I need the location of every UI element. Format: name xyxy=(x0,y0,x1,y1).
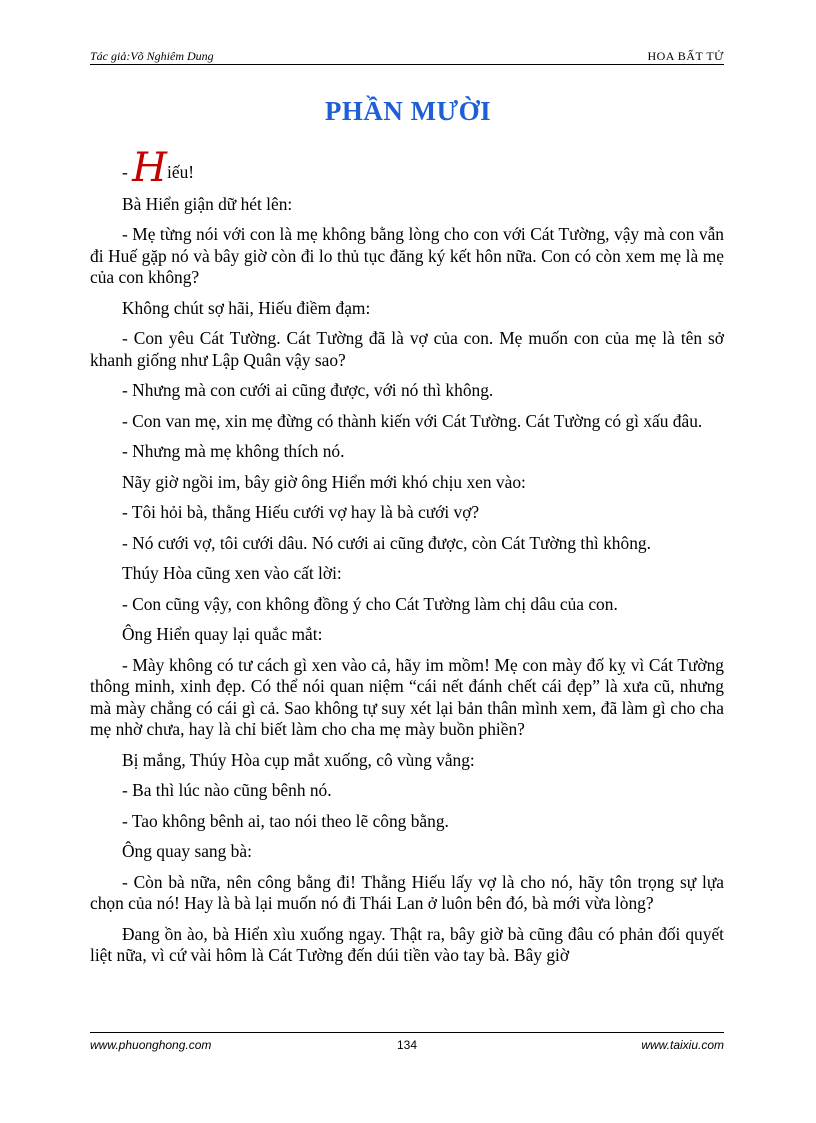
paragraph: - Con cũng vậy, con không đồng ý cho Cát Tường làm chị dâu của con. xyxy=(122,593,618,614)
page-footer xyxy=(90,1032,724,1053)
book-title: HOA BẤT TỬ xyxy=(647,49,724,63)
drop-cap: H xyxy=(132,145,168,191)
paragraph: - Còn bà nữa, nên công bằng đi! Thằng Hiếu lấy vợ là cho nó, hãy tôn trọng sự lựa chọn của nó! Hay là bà lại muốn nó đi Thái Lan ở luôn bên đó, bà mới vừa lòng? xyxy=(90,871,724,913)
paragraph: Nãy giờ ngồi im, bây giờ ông Hiển mới khó chịu xen vào: xyxy=(122,471,526,492)
chapter-title: PHẦN MƯỜI xyxy=(324,96,492,126)
paragraph: - Tao không bênh ai, tao nói theo lẽ công bằng. xyxy=(122,810,449,831)
paragraph: Đang ồn ào, bà Hiển xìu xuống ngay. Thật ra, bây giờ bà cũng đâu có phản đối quyết liệt nữa, vì cứ vài hôm là Cát Tường đến dúi tiền vào tay bà. Bây giờ xyxy=(90,923,724,965)
paragraph: - Tôi hỏi bà, thằng Hiếu cưới vợ hay là bà cưới vợ? xyxy=(122,502,480,522)
opening-dash: - xyxy=(122,162,133,182)
footer-website-left: www.phuonghong.com xyxy=(90,1038,212,1052)
paragraph: Bà Hiển giận dữ hét lên: xyxy=(122,193,293,214)
paragraph: - Mẹ từng nói với con là mẹ không bằng lòng cho con với Cát Tường, vậy mà con vẫn đi Huế gặp nó và bây giờ còn đi lo thủ tục đăng ký kết hôn nữa. Con có còn xem mẹ là mẹ của con không? xyxy=(90,224,724,287)
paragraph: Bị mắng, Thúy Hòa cụp mắt xuống, cô vùng vằng: xyxy=(122,749,475,770)
paragraph: - Con van mẹ, xin mẹ đừng có thành kiến với Cát Tường. Cát Tường có gì xấu đâu. xyxy=(122,410,703,431)
paragraph: - Con yêu Cát Tường. Cát Tường đã là vợ của con. Mẹ muốn con của mẹ là tên sở khanh giống như Lập Quân vậy sao? xyxy=(90,328,724,370)
paragraph: - Mày không có tư cách gì xen vào cả, hãy im mồm! Mẹ con mày đố kỵ vì Cát Tường thông minh, xinh đẹp. Có thể nói quan niệm “cái nết đánh chết cái đẹp” là xưa cũ, nhưng mà mày chẳng có cái gì cả. Sao không tự suy xét lại bản thân mình xem, đã làm gì cho cha mẹ nhờ chưa, hay là chỉ biết làm cho cha mẹ mày buồn phiền? xyxy=(90,654,724,739)
paragraph: Không chút sợ hãi, Hiếu điềm đạm: xyxy=(122,297,371,318)
author-name: Tác giả:Võ Nghiêm Dung xyxy=(90,49,214,63)
paragraph: - Nhưng mà con cưới ai cũng được, với nó thì không. xyxy=(122,380,494,400)
paragraph: Ông Hiển quay lại quắc mắt: xyxy=(122,624,323,644)
opening-line xyxy=(90,145,724,191)
paragraph: Thúy Hòa cũng xen vào cất lời: xyxy=(122,563,342,583)
paragraph: Ông quay sang bà: xyxy=(122,841,252,861)
chapter-body xyxy=(90,145,724,976)
footer-website-right: www.taixiu.com xyxy=(641,1038,724,1052)
opening-rest: iếu! xyxy=(167,162,195,182)
paragraph: - Nhưng mà mẹ không thích nó. xyxy=(122,441,345,461)
paragraph: - Nó cưới vợ, tôi cưới dâu. Nó cưới ai cũng được, còn Cát Tường thì không. xyxy=(122,532,651,553)
paragraph: - Ba thì lúc nào cũng bênh nó. xyxy=(122,780,332,800)
page-header xyxy=(90,48,724,65)
page-number: 134 xyxy=(396,1038,418,1052)
